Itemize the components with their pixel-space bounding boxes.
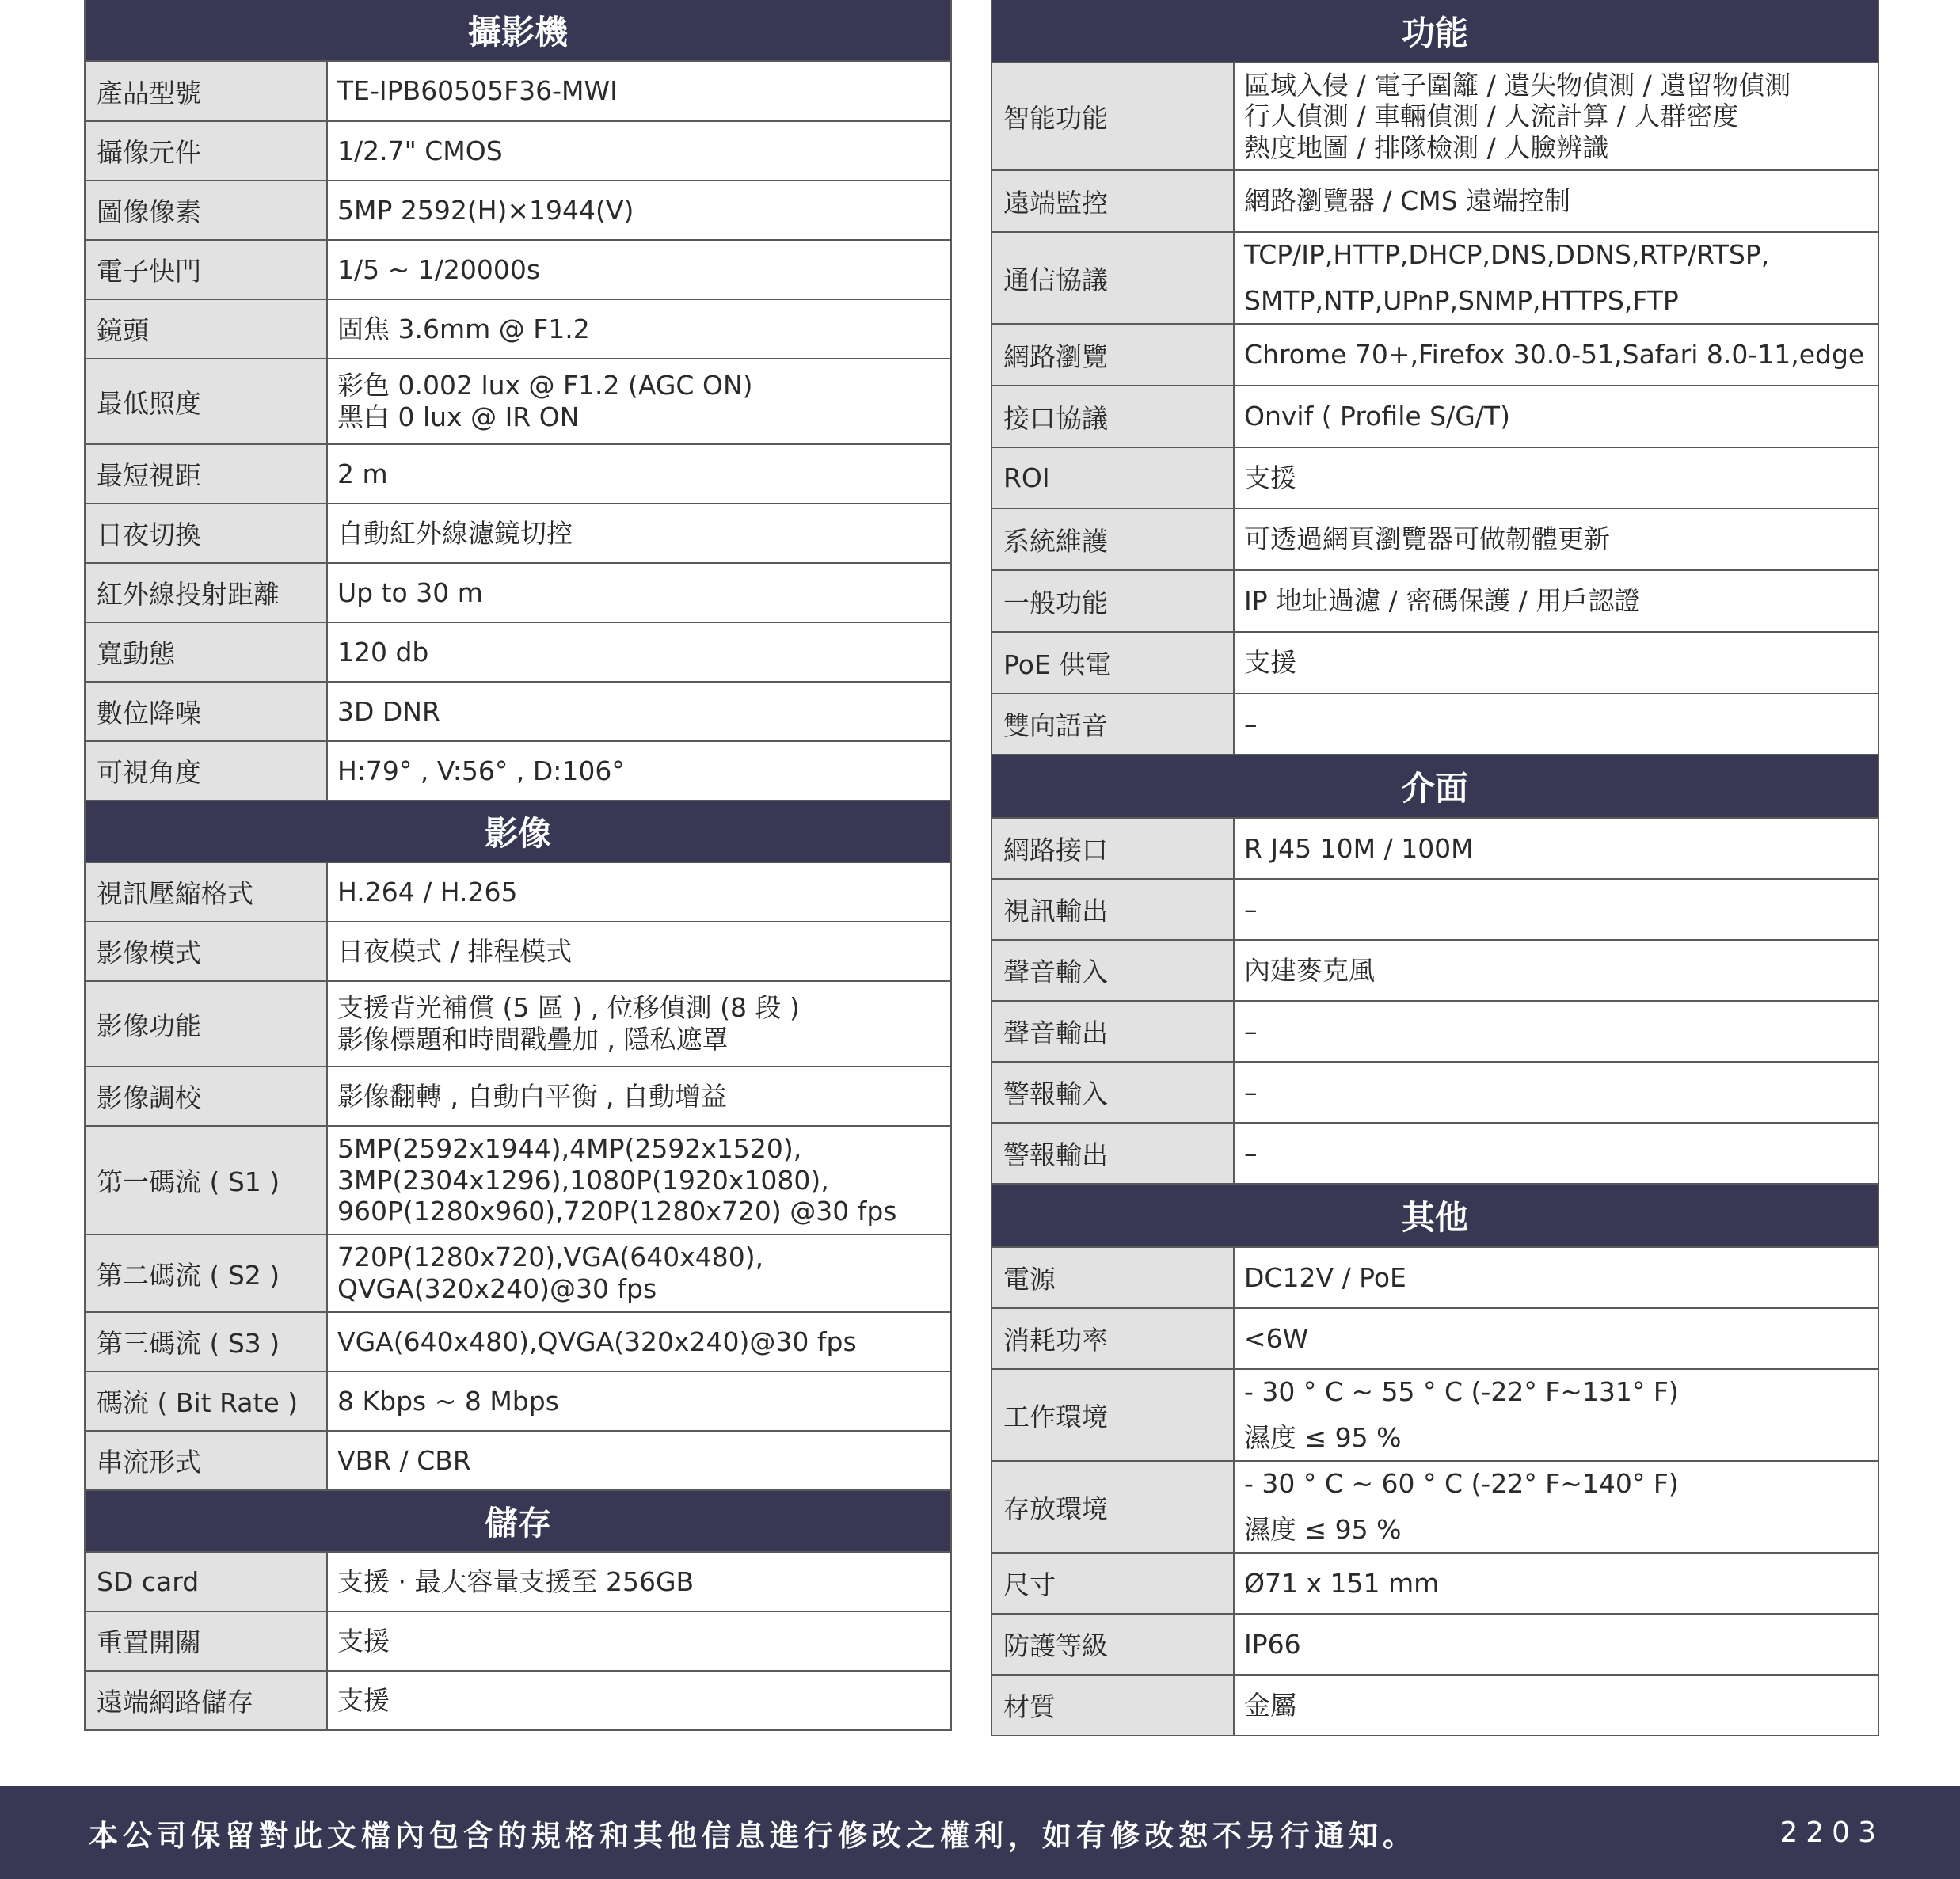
spec-row	[86, 740, 950, 800]
spec-value	[328, 181, 950, 239]
spec-value-line: 金屬	[1244, 1689, 1296, 1721]
spec-row	[992, 1368, 1878, 1460]
spec-value-line: 支援	[337, 1684, 390, 1716]
spec-label: 第一碼流 ( S1 )	[86, 1127, 328, 1234]
spec-value	[1235, 941, 1878, 1000]
spec-row	[992, 1674, 1878, 1735]
spec-value	[328, 982, 950, 1066]
spec-value-line: DC12V / PoE	[1244, 1261, 1406, 1293]
spec-value	[1235, 509, 1878, 569]
section-title: 攝影機	[86, 0, 950, 60]
spec-value	[1235, 1309, 1878, 1368]
spec-row	[992, 323, 1878, 385]
spec-label: 圖像像素	[86, 181, 328, 239]
spec-value	[328, 863, 950, 921]
spec-row	[992, 447, 1878, 508]
spec-row	[86, 1551, 950, 1611]
spec-value-line: 支援	[1244, 647, 1296, 679]
spec-value	[328, 1372, 950, 1430]
spec-value	[328, 504, 950, 562]
spec-value-line: - 30 ° C ~ 55 ° C (-22° F~131° F)	[1244, 1376, 1679, 1407]
spec-row	[86, 622, 950, 681]
spec-row	[992, 693, 1878, 754]
spec-value	[328, 300, 950, 358]
spec-value	[1235, 880, 1878, 939]
spec-value	[1235, 1248, 1878, 1307]
spec-value-line: 3MP(2304x1296),1080P(1920x1080),	[337, 1164, 829, 1196]
spec-value-line: 960P(1280x960),720P(1280x720) @30 fps	[337, 1196, 897, 1227]
spec-section	[991, 755, 1879, 1185]
spec-value-line: 日夜模式 / 排程模式	[337, 935, 573, 967]
spec-row	[992, 817, 1878, 878]
spec-value-line: - 30 ° C ~ 60 ° C (-22° F~140° F)	[1244, 1468, 1679, 1499]
spec-row	[86, 180, 950, 239]
spec-row	[86, 1430, 950, 1489]
spec-row	[86, 1311, 950, 1371]
spec-value	[1235, 63, 1878, 169]
spec-label: 影像功能	[86, 982, 328, 1066]
spec-value	[1235, 571, 1878, 631]
spec-label: ROI	[992, 448, 1235, 508]
spec-label: 可視角度	[86, 742, 328, 800]
spec-label: 通信協議	[992, 233, 1235, 323]
spec-row	[86, 1611, 950, 1670]
spec-value-line: 行人偵測 / 車輛偵測 / 人流計算 / 人群密度	[1244, 101, 1739, 132]
spec-value-line: TCP/IP,HTTP,DHCP,DNS,DDNS,RTP/RTSP,	[1244, 239, 1770, 270]
spec-value	[328, 742, 950, 800]
spec-value	[1235, 694, 1878, 754]
spec-label: 最短視距	[86, 445, 328, 503]
spec-label: 攝像元件	[86, 122, 328, 180]
spec-value-line: 濕度 ≤ 95 %	[1244, 1514, 1402, 1545]
spec-label: 材質	[992, 1676, 1235, 1735]
spec-value-line: 120 db	[337, 636, 429, 668]
spec-label: 第三碼流 ( S3 )	[86, 1313, 328, 1371]
spec-value	[328, 1235, 950, 1311]
spec-value-line: SMTP,NTP,UPnP,SNMP,HTTPS,FTP	[1244, 285, 1679, 316]
spec-label: 影像調校	[86, 1067, 328, 1125]
spec-label: 智能功能	[992, 63, 1235, 169]
spec-value	[1235, 1554, 1878, 1613]
spec-value-line: 熱度地圖 / 排隊檢測 / 人臉辨識	[1244, 131, 1609, 163]
spec-value	[1235, 1462, 1878, 1552]
spec-value	[1235, 1615, 1878, 1674]
spec-value-line: 黑白 0 lux @ IR ON	[337, 401, 580, 432]
spec-label: 網路瀏覽	[992, 325, 1235, 385]
spec-value-line: 5MP 2592(H)×1944(V)	[337, 194, 634, 226]
spec-value-line: 濕度 ≤ 95 %	[1244, 1422, 1402, 1453]
spec-label: 聲音輸入	[992, 941, 1235, 1000]
spec-value-line: Chrome 70+,Firefox 30.0-51,Safari 8.0-11,edge	[1244, 339, 1865, 371]
spec-value	[1235, 1370, 1878, 1460]
spec-value	[328, 623, 950, 681]
spec-value-line: 5MP(2592x1944),4MP(2592x1520),	[337, 1133, 802, 1165]
section-title: 影像	[86, 801, 950, 862]
spec-row	[992, 1122, 1878, 1183]
spec-value	[328, 683, 950, 740]
spec-label: 雙向語音	[992, 694, 1235, 754]
spec-value	[328, 241, 950, 299]
spec-section	[991, 1185, 1879, 1736]
spec-value-line: 影像翻轉 , 自動白平衡 , 自動增益	[337, 1080, 727, 1112]
spec-label: 電子快門	[86, 241, 328, 299]
spec-value-line: QVGA(320x240)@30 fps	[337, 1273, 657, 1304]
spec-value	[328, 922, 950, 980]
spec-row	[992, 1552, 1878, 1613]
spec-label: 警報輸出	[992, 1124, 1235, 1183]
spec-value-line: <6W	[1244, 1322, 1309, 1354]
spec-label: 鏡頭	[86, 300, 328, 358]
spec-value-line: 固焦 3.6mm @ F1.2	[337, 313, 590, 344]
spec-row	[86, 299, 950, 358]
spec-row	[992, 62, 1878, 169]
document-code: 2203	[1779, 1816, 1884, 1849]
section-title: 其他	[992, 1185, 1878, 1246]
spec-value-line: 彩色 0.002 lux @ F1.2 (AGC ON)	[337, 370, 753, 401]
spec-row	[992, 631, 1878, 693]
spec-label: 影像模式	[86, 922, 328, 980]
spec-value-line: VGA(640x480),QVGA(320x240)@30 fps	[337, 1326, 857, 1357]
spec-value	[328, 1127, 950, 1234]
spec-value	[328, 1612, 950, 1670]
spec-row	[86, 1125, 950, 1234]
spec-section	[84, 1491, 952, 1731]
spec-section	[991, 0, 1879, 755]
spec-label: 防護等級	[992, 1615, 1235, 1674]
spec-label: PoE 供電	[992, 633, 1235, 693]
spec-value-line: Onvif ( Profile S/G/T)	[1244, 401, 1510, 432]
spec-row	[86, 60, 950, 120]
spec-label: 聲音輸出	[992, 1002, 1235, 1061]
spec-label: 寬動態	[86, 623, 328, 681]
footer-bar	[0, 1786, 1960, 1879]
spec-value-line: 區域入侵 / 電子圍籬 / 遺失物偵測 / 遺留物偵測	[1244, 69, 1791, 101]
spec-row	[86, 980, 950, 1066]
spec-label: 數位降噪	[86, 683, 328, 740]
spec-label: 工作環境	[992, 1370, 1235, 1460]
spec-row	[86, 239, 950, 299]
spec-label: 產品型號	[86, 62, 328, 120]
spec-label: 第二碼流 ( S2 )	[86, 1235, 328, 1311]
spec-row	[86, 862, 950, 921]
spec-row	[992, 385, 1878, 447]
spec-label: 遠端網路儲存	[86, 1672, 328, 1729]
spec-label: 一般功能	[992, 571, 1235, 631]
spec-row	[86, 120, 950, 180]
spec-value	[1235, 1124, 1878, 1183]
spec-column-left	[84, 0, 952, 1731]
section-title: 介面	[992, 755, 1878, 817]
spec-section	[84, 801, 952, 1491]
spec-label: 重置開關	[86, 1612, 328, 1670]
spec-value-line: –	[1244, 708, 1258, 740]
spec-value-line: 3D DNR	[337, 695, 440, 727]
spec-value-line: 1/2.7" CMOS	[337, 135, 503, 166]
spec-value-line: –	[1244, 1076, 1258, 1108]
spec-row	[86, 681, 950, 740]
spec-value	[1235, 1063, 1878, 1122]
spec-label: 最低照度	[86, 359, 328, 443]
spec-row	[86, 1066, 950, 1125]
spec-label: 尺寸	[992, 1554, 1235, 1613]
spec-value	[1235, 1676, 1878, 1735]
spec-value-line: 8 Kbps ~ 8 Mbps	[337, 1385, 559, 1417]
spec-row	[992, 231, 1878, 323]
spec-row	[992, 878, 1878, 939]
spec-value	[328, 62, 950, 120]
spec-row	[86, 562, 950, 622]
spec-value	[328, 1313, 950, 1371]
spec-value	[328, 1067, 950, 1125]
spec-value	[1235, 448, 1878, 508]
spec-row	[992, 939, 1878, 1000]
spec-label: 警報輸入	[992, 1063, 1235, 1122]
spec-value	[1235, 819, 1878, 878]
spec-value-line: 內建麥克風	[1244, 954, 1375, 986]
spec-row	[86, 1234, 950, 1311]
spec-value-line: 720P(1280x720),VGA(640x480),	[337, 1242, 764, 1273]
spec-value	[328, 122, 950, 180]
spec-row	[992, 1000, 1878, 1061]
spec-value-line: 支援 · 最大容量支援至 256GB	[337, 1565, 695, 1597]
spec-label: 存放環境	[992, 1462, 1235, 1552]
section-title: 功能	[992, 0, 1878, 62]
spec-label: 串流形式	[86, 1432, 328, 1489]
section-title: 儲存	[86, 1491, 950, 1551]
spec-label: 日夜切換	[86, 504, 328, 562]
spec-row	[992, 1613, 1878, 1674]
spec-value-line: Ø71 x 151 mm	[1244, 1567, 1440, 1599]
spec-value-line: 可透過網頁瀏覽器可做韌體更新	[1244, 523, 1610, 555]
footer-notice: 本公司保留對此文檔內包含的規格和其他信息進行修改之權利，如有修改恕不另行通知。	[89, 1818, 1417, 1853]
spec-value-line: IP 地址過濾 / 密碼保護 / 用戶認證	[1244, 585, 1641, 617]
spec-value	[1235, 233, 1878, 323]
spec-value-line: 網路瀏覽器 / CMS 遠端控制	[1244, 185, 1571, 217]
spec-row	[86, 921, 950, 980]
spec-value	[1235, 1002, 1878, 1061]
spec-value-line: 支援背光補償 (5 區 ) , 位移偵測 (8 段 )	[337, 992, 800, 1024]
spec-value	[328, 1672, 950, 1729]
spec-value-line: –	[1244, 1137, 1258, 1169]
spec-value	[328, 445, 950, 503]
spec-row	[86, 1670, 950, 1729]
spec-value-line: TE-IPB60505F36-MWI	[337, 75, 618, 107]
spec-label: 視訊輸出	[992, 880, 1235, 939]
spec-value-line: H:79° , V:56° , D:106°	[337, 755, 625, 786]
spec-row	[86, 358, 950, 443]
spec-value-line: –	[1244, 893, 1258, 925]
spec-value	[328, 1553, 950, 1611]
spec-label: 接口協議	[992, 386, 1235, 447]
spec-value-line: VBR / CBR	[337, 1444, 471, 1476]
spec-value	[328, 1432, 950, 1489]
spec-row	[86, 1371, 950, 1430]
spec-label: 電源	[992, 1248, 1235, 1307]
spec-row	[86, 443, 950, 503]
spec-label: 遠端監控	[992, 171, 1235, 231]
spec-value-line: 自動紅外線濾鏡切控	[337, 517, 573, 549]
spec-value	[328, 564, 950, 622]
spec-value-line: IP66	[1244, 1628, 1301, 1660]
spec-label: 視訊壓縮格式	[86, 863, 328, 921]
spec-value-line: H.264 / H.265	[337, 876, 518, 907]
spec-label: 網路接口	[992, 819, 1235, 878]
spec-value-line: 支援	[1244, 462, 1296, 493]
spec-value	[1235, 633, 1878, 693]
spec-value	[1235, 386, 1878, 447]
spec-value	[328, 359, 950, 443]
spec-row	[86, 503, 950, 562]
spec-value-line: R J45 10M / 100M	[1244, 832, 1474, 864]
spec-value	[1235, 325, 1878, 385]
spec-section	[84, 0, 952, 801]
spec-row	[992, 169, 1878, 231]
spec-column-right	[991, 0, 1879, 1736]
spec-value-line: 1/5 ~ 1/20000s	[337, 253, 541, 285]
spec-row	[992, 569, 1878, 631]
spec-row	[992, 508, 1878, 569]
spec-row	[992, 1246, 1878, 1307]
spec-value-line: 影像標題和時間戳疊加 , 隱私遮罩	[337, 1024, 729, 1055]
spec-label: 系統維護	[992, 509, 1235, 569]
spec-row	[992, 1061, 1878, 1122]
spec-label: 紅外線投射距離	[86, 564, 328, 622]
spec-value-line: Up to 30 m	[337, 576, 483, 608]
spec-row	[992, 1307, 1878, 1368]
spec-value-line: –	[1244, 1015, 1258, 1047]
spec-label: SD card	[86, 1553, 328, 1611]
spec-value-line: 2 m	[337, 458, 388, 489]
spec-row	[992, 1460, 1878, 1552]
spec-value-line: 支援	[337, 1625, 390, 1656]
spec-value	[1235, 171, 1878, 231]
spec-label: 消耗功率	[992, 1309, 1235, 1368]
spec-label: 碼流 ( Bit Rate )	[86, 1372, 328, 1430]
